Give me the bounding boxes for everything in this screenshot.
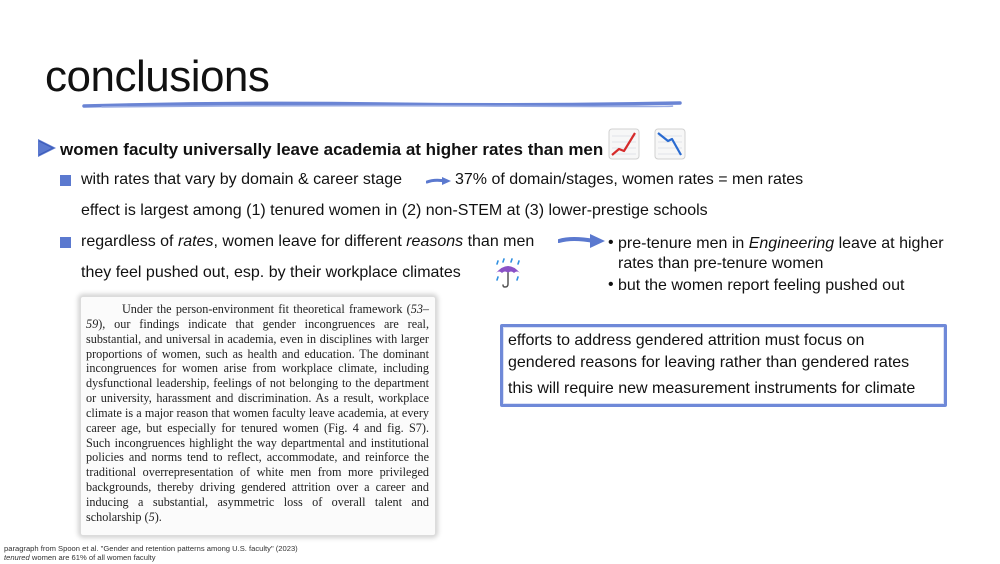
blue-arrow-icon [426, 176, 452, 186]
conclusion-callout-box [500, 324, 947, 407]
engineering-italic: Engineering [748, 235, 835, 252]
reasons-rates-word: rates [177, 233, 214, 250]
blue-arrow-icon [558, 233, 606, 249]
square-bullet-icon [60, 237, 71, 248]
bullet-rates-vary: with rates that vary by domain & career stage [81, 171, 403, 188]
footnote-source: paragraph from Spoon et al. "Gender and retention patterns among U.S. faculty" (2023) [4, 544, 298, 553]
engineering-text [618, 234, 988, 274]
quote-part2: ), our findings indicate that gender incongruences are real, substantial, and universal in academia, even in disciplines with larger proportions of women, such as health and education. The dominant incongruences for women arise from workplace climate, including dysfunctional leadership, feelings of not belonging to the department or university, harassment and discrimination. As a result, workplace climate is a major reason that women faculty leave academia, at every career age, but especially for tenured women (Fig. 4 and fig. S7). Such incongruences highlight the way departmental and institutional policies and norms tend to reflect, accommodate, and reinforce the traditional overrepresentation of white men from more privileged backgrounds, thereby driving gendered attrition over a career and inducing a substantial, asymmetric loss of overall talent and scholarship ( [86, 316, 429, 524]
pushed-out: they feel pushed out, esp. by their workplace climates [81, 264, 461, 281]
main-point: women faculty universally leave academia at higher rates than men [60, 140, 604, 159]
engineering-line2: rates than pre-tenure women [618, 255, 824, 272]
footnote-tenured-rest: women are 61% of all women faculty [29, 553, 156, 562]
rates-vary-result: 37% of domain/stages, women rates = men rates [455, 171, 804, 188]
paper-quote-text [86, 302, 429, 525]
umbrella-with-rain-icon [492, 258, 524, 290]
bullet-different-reasons [81, 233, 534, 251]
effect-largest: effect is largest among (1) tenured women in (2) non-STEM at (3) lower-prestige schools [81, 202, 708, 219]
title-underline [82, 98, 682, 112]
chart-decreasing-icon [654, 128, 686, 160]
women-pushed-out-text: but the women report feeling pushed out [618, 277, 905, 294]
quote-citation-2: 5 [148, 509, 155, 524]
callout-line-2: gendered reasons for leaving rather than gendered rates [508, 354, 910, 371]
reasons-reasons-word: reasons [406, 233, 464, 250]
engineering-suffix: leave at higher [834, 235, 944, 252]
right-point-engineering [608, 234, 988, 274]
quote-part3: ). [154, 509, 162, 524]
callout-line-3: this will require new measurement instruments for climate [508, 380, 916, 397]
engineering-prefix: pre-tenure men in [618, 235, 749, 252]
footnote-tenured [4, 553, 156, 562]
chart-increasing-icon [608, 128, 640, 160]
footnote-tenured-word: tenured [4, 553, 30, 562]
callout-line-1: efforts to address gendered attrition must focus on [508, 332, 865, 349]
quote-citation-1: 53–59 [86, 302, 429, 331]
reasons-suffix: than men [463, 233, 535, 250]
reasons-prefix: regardless of [81, 233, 178, 250]
quote-part1: Under the person-environment fit theoretical framework ( [122, 302, 411, 316]
slide-title: conclusions [45, 52, 270, 101]
bullet-dot: • [608, 276, 614, 293]
paper-quote-box [80, 296, 436, 536]
reasons-middle: , women leave for different [213, 233, 407, 250]
right-point-pushed-out [608, 276, 988, 296]
blue-triangle-bullet-icon [36, 137, 58, 159]
square-bullet-icon [60, 175, 71, 186]
bullet-dot: • [608, 234, 614, 251]
